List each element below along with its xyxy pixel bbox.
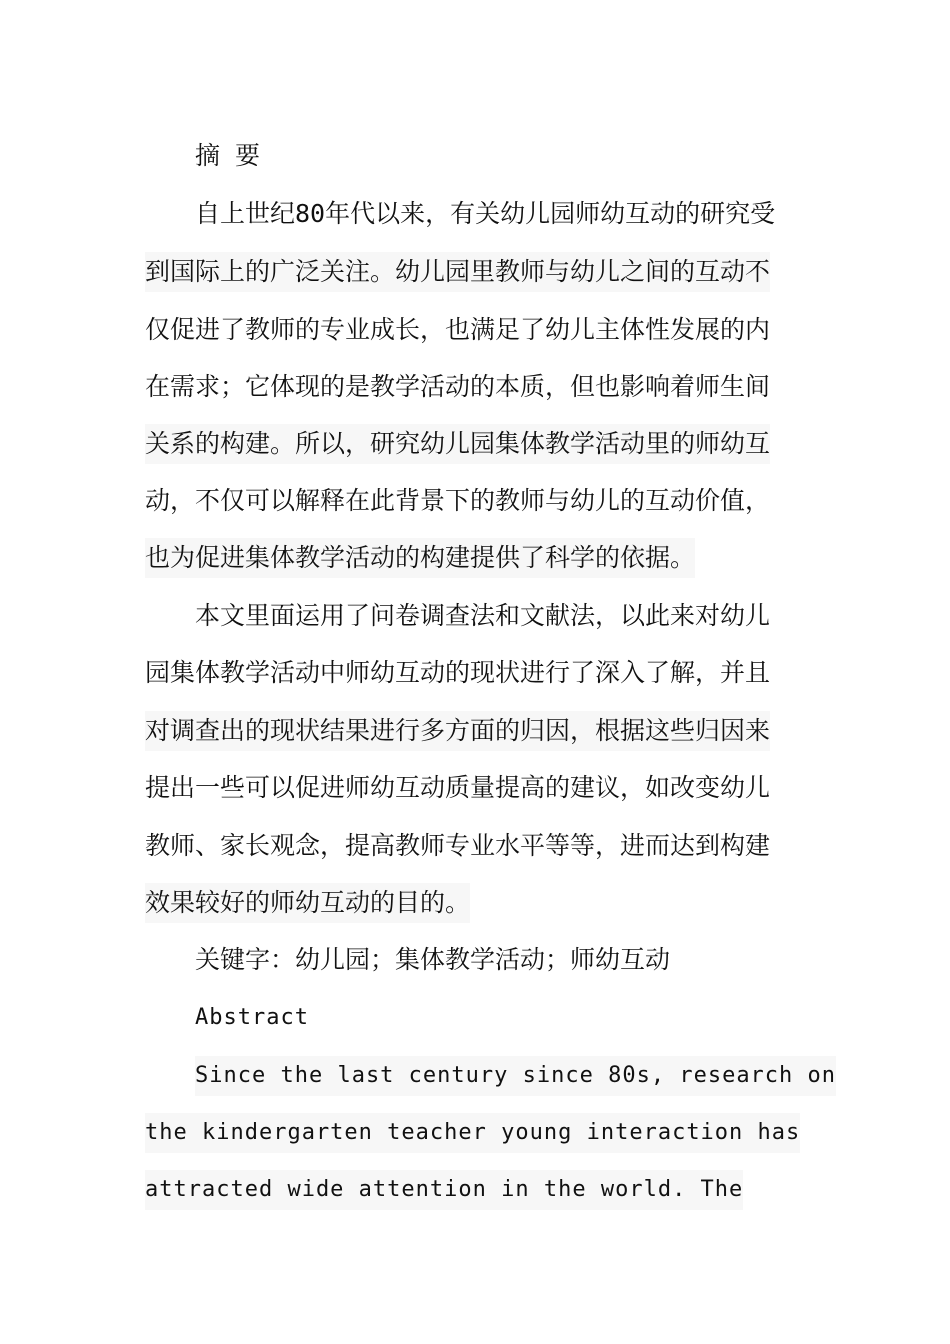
cn-para2-line: 教师、家长观念，提高教师专业水平等等，进而达到构建 bbox=[145, 831, 771, 860]
cn-para2-line: 本文里面运用了问卷调查法和文献法，以此来对幼儿 bbox=[195, 601, 771, 630]
en-para1-line: attracted wide attention in the world. The bbox=[145, 1170, 743, 1210]
en-para1-line: Since the last century since 80s, research on bbox=[195, 1056, 836, 1096]
cn-para1-line: 自上世纪80年代以来，有关幼儿园师幼互动的研究受 bbox=[195, 199, 776, 228]
abstract-heading-cn: 摘 要 bbox=[195, 141, 261, 170]
cn-para2-line: 效果较好的师幼互动的目的。 bbox=[145, 883, 470, 923]
cn-para1-line: 仅促进了教师的专业成长，也满足了幼儿主体性发展的内 bbox=[145, 315, 771, 344]
cn-para1-line: 动，不仅可以解释在此背景下的教师与幼儿的互动价值， bbox=[145, 486, 771, 515]
cn-para1-line: 关系的构建。所以，研究幼儿园集体教学活动里的师幼互 bbox=[145, 424, 770, 464]
cn-para2-line: 提出一些可以促进师幼互动质量提高的建议，如改变幼儿 bbox=[145, 773, 771, 802]
cn-para1-line: 也为促进集体教学活动的构建提供了科学的依据。 bbox=[145, 538, 695, 578]
cn-para1-line: 在需求；它体现的是教学活动的本质，但也影响着师生间 bbox=[145, 372, 771, 401]
abstract-heading-en: Abstract bbox=[195, 1005, 309, 1030]
en-para1-line: the kindergarten teacher young interaction has bbox=[145, 1113, 800, 1153]
cn-para2-line: 对调查出的现状结果进行多方面的归因，根据这些归因来 bbox=[145, 711, 770, 751]
cn-para1-line: 到国际上的广泛关注。幼儿园里教师与幼儿之间的互动不 bbox=[145, 252, 770, 292]
cn-para2-line: 园集体教学活动中师幼互动的现状进行了深入了解，并且 bbox=[145, 658, 771, 687]
keywords-cn: 关键字：幼儿园；集体教学活动；师幼互动 bbox=[195, 945, 671, 974]
